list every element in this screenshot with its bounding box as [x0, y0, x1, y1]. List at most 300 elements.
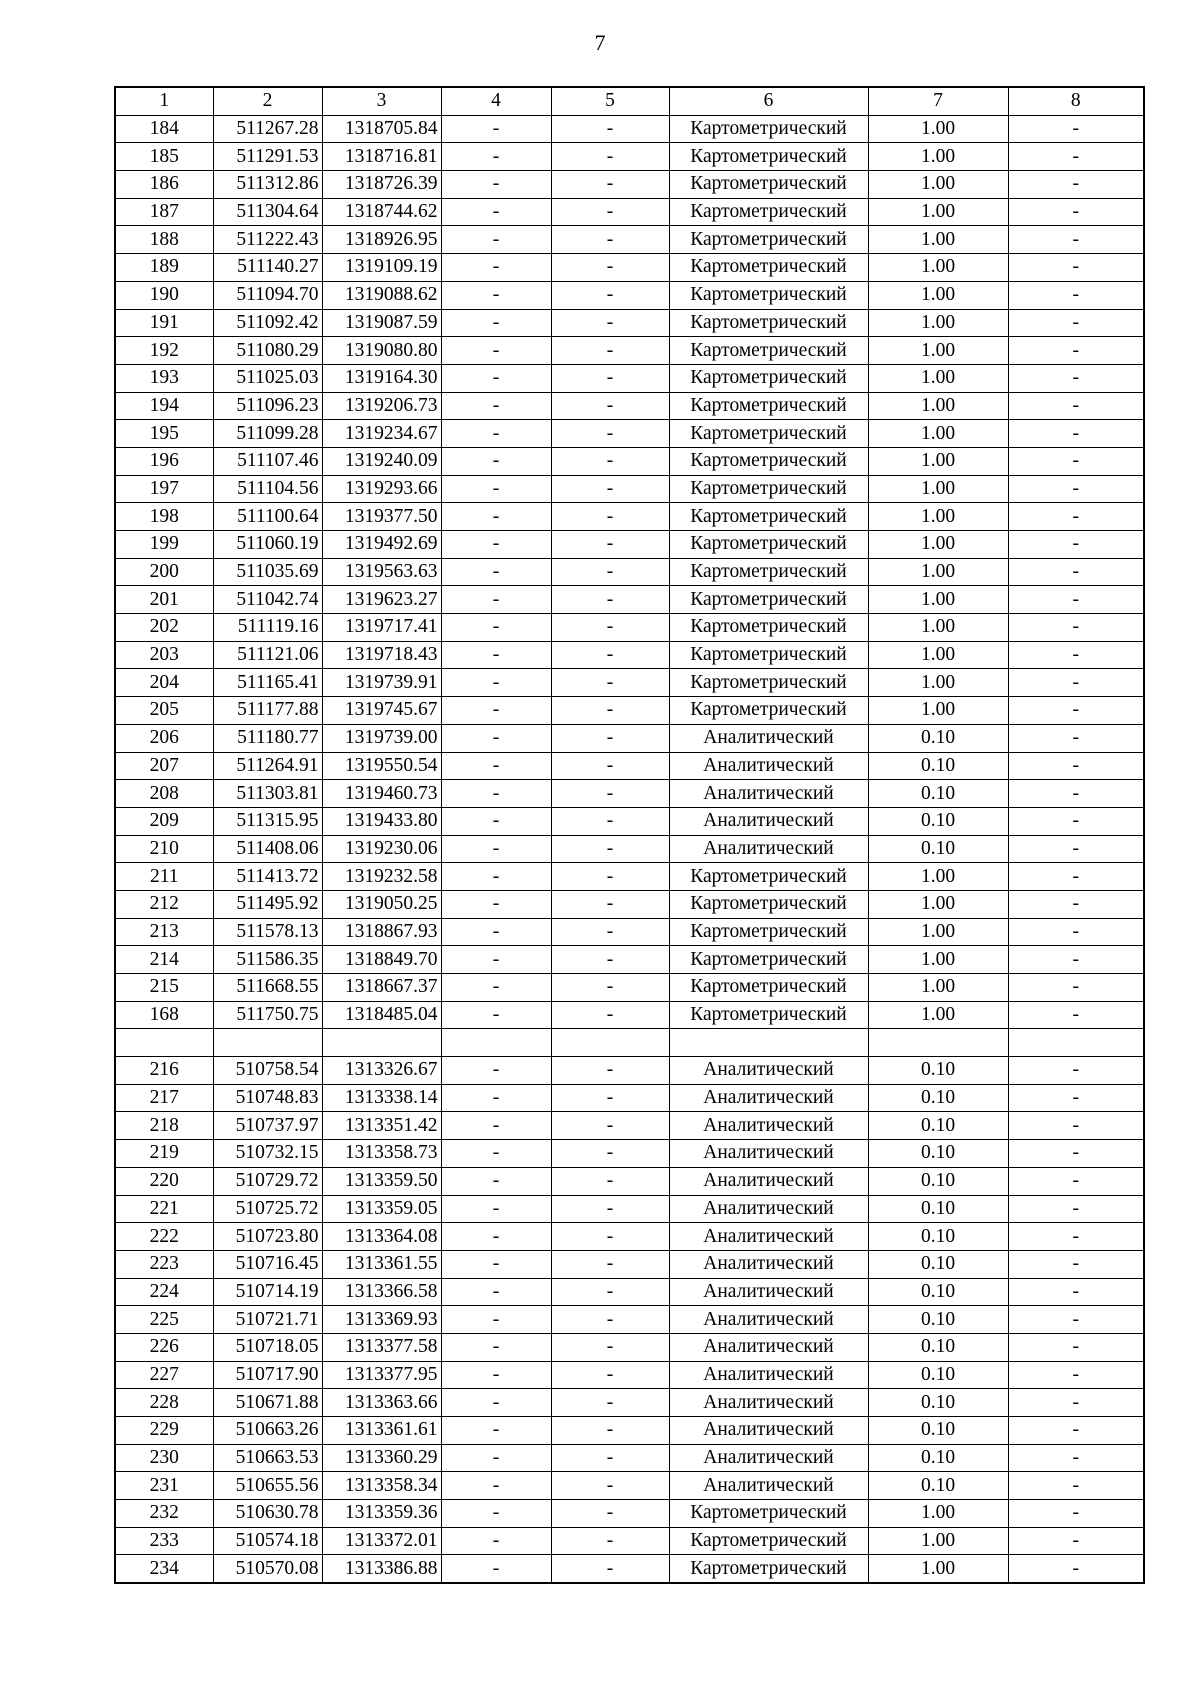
- table-cell: 213: [115, 918, 213, 946]
- table-cell: 1313360.29: [322, 1444, 441, 1472]
- table-row: [115, 143, 1144, 171]
- table-row: [115, 420, 1144, 448]
- table-row: [115, 1555, 1144, 1583]
- table-cell: 1.00: [868, 614, 1008, 642]
- table-cell: -: [551, 946, 669, 974]
- table-cell: -: [441, 669, 551, 697]
- table-cell: 1.00: [868, 558, 1008, 586]
- table-cell: -: [551, 1057, 669, 1085]
- table-cell: -: [1008, 171, 1144, 199]
- table-cell: [213, 1029, 322, 1057]
- table-row: [115, 697, 1144, 725]
- table-row: [115, 1140, 1144, 1168]
- table-cell: -: [1008, 1167, 1144, 1195]
- table-cell: -: [441, 863, 551, 891]
- table-cell: -: [551, 1417, 669, 1445]
- table-cell: -: [551, 1084, 669, 1112]
- table-cell: -: [441, 1555, 551, 1583]
- table-cell: [441, 1029, 551, 1057]
- table-cell: 1.00: [868, 531, 1008, 559]
- table-cell: 221: [115, 1195, 213, 1223]
- table-cell: -: [441, 1195, 551, 1223]
- table-row: [115, 863, 1144, 891]
- table-cell: 1.00: [868, 475, 1008, 503]
- table-cell: 1313363.66: [322, 1389, 441, 1417]
- table-row: [115, 364, 1144, 392]
- table-cell: -: [551, 531, 669, 559]
- table-cell: 1.00: [868, 863, 1008, 891]
- table-cell: -: [441, 946, 551, 974]
- table-cell: -: [551, 669, 669, 697]
- header-cell: 7: [868, 87, 1008, 115]
- table-cell: -: [1008, 1500, 1144, 1528]
- table-cell: -: [1008, 752, 1144, 780]
- table-cell: -: [1008, 586, 1144, 614]
- table-cell: -: [441, 1140, 551, 1168]
- table-cell: 1.00: [868, 392, 1008, 420]
- table-cell: 1319718.43: [322, 641, 441, 669]
- table-cell: 226: [115, 1333, 213, 1361]
- table-cell: 1.00: [868, 890, 1008, 918]
- table-body: [115, 115, 1144, 1583]
- table-cell: 215: [115, 974, 213, 1002]
- table-cell: 192: [115, 337, 213, 365]
- table-row: [115, 558, 1144, 586]
- table-cell: Картометрический: [669, 946, 868, 974]
- table-cell: Аналитический: [669, 1223, 868, 1251]
- table-cell: -: [551, 807, 669, 835]
- page-number: 7: [594, 30, 606, 55]
- table-cell: -: [551, 780, 669, 808]
- table-row: [115, 1195, 1144, 1223]
- table-cell: 511025.03: [213, 364, 322, 392]
- table-cell: 1.00: [868, 115, 1008, 143]
- table-cell: 185: [115, 143, 213, 171]
- table-cell: -: [551, 171, 669, 199]
- table-cell: 0.10: [868, 752, 1008, 780]
- table-cell: -: [551, 724, 669, 752]
- table-cell: 1.00: [868, 918, 1008, 946]
- table-cell: 199: [115, 531, 213, 559]
- table-header-row: [115, 87, 1144, 115]
- table-cell: 1313358.34: [322, 1472, 441, 1500]
- table-cell: -: [551, 337, 669, 365]
- table-cell: -: [551, 503, 669, 531]
- table-row: [115, 1444, 1144, 1472]
- table-cell: -: [551, 226, 669, 254]
- table-cell: -: [551, 1472, 669, 1500]
- table-cell: Картометрический: [669, 198, 868, 226]
- table-cell: 1.00: [868, 1527, 1008, 1555]
- table-cell: 1318744.62: [322, 198, 441, 226]
- table-cell: 511165.41: [213, 669, 322, 697]
- table-cell: Картометрический: [669, 1001, 868, 1029]
- table-cell: 1319563.63: [322, 558, 441, 586]
- table-cell: -: [551, 1140, 669, 1168]
- table-cell: 187: [115, 198, 213, 226]
- table-cell: -: [441, 198, 551, 226]
- table-cell: Картометрический: [669, 475, 868, 503]
- table-cell: -: [551, 364, 669, 392]
- table-cell: 1318705.84: [322, 115, 441, 143]
- table-cell: Картометрический: [669, 614, 868, 642]
- table-cell: 1313359.36: [322, 1500, 441, 1528]
- table-cell: 1319739.00: [322, 724, 441, 752]
- table-row: [115, 1389, 1144, 1417]
- table-cell: 510630.78: [213, 1500, 322, 1528]
- table-cell: -: [1008, 1140, 1144, 1168]
- table-cell: -: [551, 1500, 669, 1528]
- table-cell: 1313366.58: [322, 1278, 441, 1306]
- table-cell: 1313361.55: [322, 1250, 441, 1278]
- table-cell: 511586.35: [213, 946, 322, 974]
- table-cell: 228: [115, 1389, 213, 1417]
- table-cell: -: [1008, 1084, 1144, 1112]
- table-row: [115, 807, 1144, 835]
- table-cell: 1318926.95: [322, 226, 441, 254]
- table-cell: -: [551, 863, 669, 891]
- table-cell: 510758.54: [213, 1057, 322, 1085]
- table-cell: 510574.18: [213, 1527, 322, 1555]
- table-cell: 510663.53: [213, 1444, 322, 1472]
- table-cell: -: [441, 558, 551, 586]
- table-cell: 1319234.67: [322, 420, 441, 448]
- table-cell: -: [441, 1361, 551, 1389]
- table-cell: Аналитический: [669, 1084, 868, 1112]
- table-cell: -: [441, 780, 551, 808]
- table-cell: -: [551, 198, 669, 226]
- table-cell: Картометрический: [669, 1527, 868, 1555]
- table-cell: 210: [115, 835, 213, 863]
- table-cell: -: [551, 1361, 669, 1389]
- table-cell: 1.00: [868, 503, 1008, 531]
- table-cell: 511121.06: [213, 641, 322, 669]
- table-cell: Аналитический: [669, 724, 868, 752]
- table-cell: 1.00: [868, 586, 1008, 614]
- table-cell: -: [1008, 1333, 1144, 1361]
- table-row: [115, 198, 1144, 226]
- table-cell: 194: [115, 392, 213, 420]
- table-cell: 202: [115, 614, 213, 642]
- table-cell: -: [1008, 1389, 1144, 1417]
- table-cell: 1313351.42: [322, 1112, 441, 1140]
- table-cell: 510718.05: [213, 1333, 322, 1361]
- table-cell: -: [551, 1223, 669, 1251]
- table-cell: -: [1008, 1555, 1144, 1583]
- table-cell: -: [1008, 364, 1144, 392]
- table-row: [115, 337, 1144, 365]
- table-cell: 1313372.01: [322, 1527, 441, 1555]
- table-cell: Аналитический: [669, 1250, 868, 1278]
- table-cell: 511267.28: [213, 115, 322, 143]
- table-cell: 225: [115, 1306, 213, 1334]
- table-cell: -: [1008, 697, 1144, 725]
- table-cell: -: [441, 724, 551, 752]
- table-cell: -: [1008, 641, 1144, 669]
- table-cell: 1319492.69: [322, 531, 441, 559]
- table-cell: 216: [115, 1057, 213, 1085]
- table-cell: 511291.53: [213, 143, 322, 171]
- table-cell: Картометрический: [669, 531, 868, 559]
- table-cell: -: [551, 1527, 669, 1555]
- table-cell: -: [1008, 1306, 1144, 1334]
- table-cell: -: [551, 918, 669, 946]
- table-cell: -: [441, 475, 551, 503]
- table-cell: 510570.08: [213, 1555, 322, 1583]
- table-cell: Картометрический: [669, 226, 868, 254]
- table-cell: -: [441, 1057, 551, 1085]
- table-cell: 1.00: [868, 171, 1008, 199]
- table-cell: -: [1008, 1112, 1144, 1140]
- table-cell: 220: [115, 1167, 213, 1195]
- table-cell: 1318485.04: [322, 1001, 441, 1029]
- table-cell: 198: [115, 503, 213, 531]
- table-cell: Картометрический: [669, 1555, 868, 1583]
- table-cell: 511578.13: [213, 918, 322, 946]
- table-cell: -: [1008, 198, 1144, 226]
- table-cell: Картометрический: [669, 309, 868, 337]
- table-cell: 204: [115, 669, 213, 697]
- table-row: [115, 1527, 1144, 1555]
- table-cell: 1313386.88: [322, 1555, 441, 1583]
- table-cell: -: [441, 1084, 551, 1112]
- table-cell: -: [1008, 447, 1144, 475]
- table-cell: -: [441, 364, 551, 392]
- table-cell: 510737.97: [213, 1112, 322, 1140]
- table-cell: -: [1008, 1250, 1144, 1278]
- table-cell: -: [551, 835, 669, 863]
- table-cell: -: [551, 1001, 669, 1029]
- table-cell: 0.10: [868, 1223, 1008, 1251]
- table-cell: -: [1008, 1417, 1144, 1445]
- table-cell: -: [551, 1112, 669, 1140]
- table-cell: -: [1008, 1527, 1144, 1555]
- table-cell: 227: [115, 1361, 213, 1389]
- table-cell: 1.00: [868, 1555, 1008, 1583]
- table-cell: -: [1008, 1001, 1144, 1029]
- table-cell: Картометрический: [669, 503, 868, 531]
- table-cell: 511177.88: [213, 697, 322, 725]
- table-cell: -: [441, 1444, 551, 1472]
- table-cell: 1313377.58: [322, 1333, 441, 1361]
- table-cell: 1.00: [868, 447, 1008, 475]
- table-cell: 1319745.67: [322, 697, 441, 725]
- table-cell: 1.00: [868, 143, 1008, 171]
- table-cell: -: [551, 974, 669, 1002]
- table-cell: Картометрический: [669, 254, 868, 282]
- table-row: [115, 1278, 1144, 1306]
- table-cell: 511119.16: [213, 614, 322, 642]
- table-row: [115, 115, 1144, 143]
- table-cell: 189: [115, 254, 213, 282]
- table-row-empty: [115, 1029, 1144, 1057]
- table-cell: 1.00: [868, 669, 1008, 697]
- table-cell: 0.10: [868, 1167, 1008, 1195]
- table-cell: 1319087.59: [322, 309, 441, 337]
- table-cell: Картометрический: [669, 641, 868, 669]
- table-cell: -: [441, 1389, 551, 1417]
- table-row: [115, 974, 1144, 1002]
- table-cell: -: [441, 1472, 551, 1500]
- table-cell: 1313369.93: [322, 1306, 441, 1334]
- table-cell: Картометрический: [669, 420, 868, 448]
- table-cell: 510729.72: [213, 1167, 322, 1195]
- table-cell: 203: [115, 641, 213, 669]
- table-row: [115, 1306, 1144, 1334]
- table-row: [115, 1001, 1144, 1029]
- table-cell: -: [441, 420, 551, 448]
- table-cell: 510721.71: [213, 1306, 322, 1334]
- table-cell: -: [441, 1112, 551, 1140]
- table-cell: -: [551, 1278, 669, 1306]
- table-cell: -: [1008, 1223, 1144, 1251]
- table-cell: -: [551, 447, 669, 475]
- table-row: [115, 1361, 1144, 1389]
- table-cell: -: [551, 143, 669, 171]
- table-cell: Аналитический: [669, 780, 868, 808]
- table-cell: 0.10: [868, 1195, 1008, 1223]
- table-cell: Картометрический: [669, 669, 868, 697]
- coordinates-table: [114, 86, 1145, 1584]
- table-cell: 1.00: [868, 337, 1008, 365]
- table-cell: 1313361.61: [322, 1417, 441, 1445]
- table-cell: 511080.29: [213, 337, 322, 365]
- table-cell: -: [551, 1167, 669, 1195]
- table-cell: 168: [115, 1001, 213, 1029]
- table-cell: -: [441, 586, 551, 614]
- table-cell: Картометрический: [669, 890, 868, 918]
- table-cell: 1.00: [868, 946, 1008, 974]
- table-cell: 511222.43: [213, 226, 322, 254]
- table-cell: -: [1008, 890, 1144, 918]
- table-cell: -: [551, 254, 669, 282]
- table-cell: 1319460.73: [322, 780, 441, 808]
- table-cell: 0.10: [868, 1333, 1008, 1361]
- header-cell: 5: [551, 87, 669, 115]
- table-cell: Картометрический: [669, 143, 868, 171]
- table-cell: Картометрический: [669, 392, 868, 420]
- table-cell: Аналитический: [669, 1140, 868, 1168]
- table-cell: 1319739.91: [322, 669, 441, 697]
- table-cell: 193: [115, 364, 213, 392]
- table-cell: -: [1008, 1057, 1144, 1085]
- table-cell: 1319109.19: [322, 254, 441, 282]
- table-cell: -: [1008, 531, 1144, 559]
- table-cell: Картометрический: [669, 115, 868, 143]
- table-cell: 232: [115, 1500, 213, 1528]
- table-cell: -: [1008, 1361, 1144, 1389]
- table-cell: 0.10: [868, 780, 1008, 808]
- table-row: [115, 614, 1144, 642]
- table-cell: 214: [115, 946, 213, 974]
- table-cell: 0.10: [868, 1417, 1008, 1445]
- table-cell: 511408.06: [213, 835, 322, 863]
- table-cell: Аналитический: [669, 1278, 868, 1306]
- table-cell: 510663.26: [213, 1417, 322, 1445]
- table-cell: -: [441, 115, 551, 143]
- table-cell: 200: [115, 558, 213, 586]
- table-cell: -: [441, 641, 551, 669]
- table-cell: -: [1008, 558, 1144, 586]
- table-cell: 1319232.58: [322, 863, 441, 891]
- table-cell: -: [1008, 420, 1144, 448]
- table-cell: -: [551, 281, 669, 309]
- table-cell: 0.10: [868, 1084, 1008, 1112]
- table-cell: -: [551, 641, 669, 669]
- table-row: [115, 724, 1144, 752]
- table-cell: 1.00: [868, 974, 1008, 1002]
- table-cell: [1008, 1029, 1144, 1057]
- table-cell: 511668.55: [213, 974, 322, 1002]
- table-row: [115, 1250, 1144, 1278]
- table-cell: 511092.42: [213, 309, 322, 337]
- table-cell: 209: [115, 807, 213, 835]
- table-cell: 511094.70: [213, 281, 322, 309]
- table-row: [115, 226, 1144, 254]
- header-cell: 2: [213, 87, 322, 115]
- table-row: [115, 1500, 1144, 1528]
- table-cell: 1318867.93: [322, 918, 441, 946]
- table-cell: Картометрический: [669, 337, 868, 365]
- table-cell: 511100.64: [213, 503, 322, 531]
- table-cell: Картометрический: [669, 447, 868, 475]
- table-cell: Картометрический: [669, 697, 868, 725]
- table-cell: 0.10: [868, 1389, 1008, 1417]
- table-cell: 1318667.37: [322, 974, 441, 1002]
- table-cell: -: [551, 697, 669, 725]
- table-cell: -: [551, 1306, 669, 1334]
- table-cell: -: [1008, 835, 1144, 863]
- table-cell: -: [1008, 724, 1144, 752]
- table-cell: 1319206.73: [322, 392, 441, 420]
- table-cell: 511107.46: [213, 447, 322, 475]
- table-cell: 223: [115, 1250, 213, 1278]
- table-cell: 230: [115, 1444, 213, 1472]
- table-row: [115, 1167, 1144, 1195]
- table-cell: -: [551, 1333, 669, 1361]
- table-cell: -: [441, 171, 551, 199]
- table-cell: 1319623.27: [322, 586, 441, 614]
- table-cell: -: [551, 1195, 669, 1223]
- table-cell: -: [441, 918, 551, 946]
- table-cell: 511413.72: [213, 863, 322, 891]
- table-row: [115, 254, 1144, 282]
- table-cell: 511042.74: [213, 586, 322, 614]
- table-cell: -: [441, 697, 551, 725]
- table-cell: -: [441, 392, 551, 420]
- table-cell: -: [1008, 309, 1144, 337]
- table-cell: Аналитический: [669, 1167, 868, 1195]
- table-cell: -: [1008, 392, 1144, 420]
- table-cell: Картометрический: [669, 364, 868, 392]
- table-cell: 205: [115, 697, 213, 725]
- table-cell: 0.10: [868, 724, 1008, 752]
- table-cell: 219: [115, 1140, 213, 1168]
- table-cell: 510655.56: [213, 1472, 322, 1500]
- table-cell: 206: [115, 724, 213, 752]
- table-cell: 510714.19: [213, 1278, 322, 1306]
- table-cell: -: [1008, 863, 1144, 891]
- table-cell: -: [1008, 669, 1144, 697]
- table-cell: Аналитический: [669, 1417, 868, 1445]
- table-cell: 1319164.30: [322, 364, 441, 392]
- table-cell: 0.10: [868, 1472, 1008, 1500]
- table-cell: -: [1008, 918, 1144, 946]
- table-cell: 0.10: [868, 1361, 1008, 1389]
- table-cell: -: [551, 890, 669, 918]
- table-cell: Аналитический: [669, 1112, 868, 1140]
- table-cell: -: [441, 337, 551, 365]
